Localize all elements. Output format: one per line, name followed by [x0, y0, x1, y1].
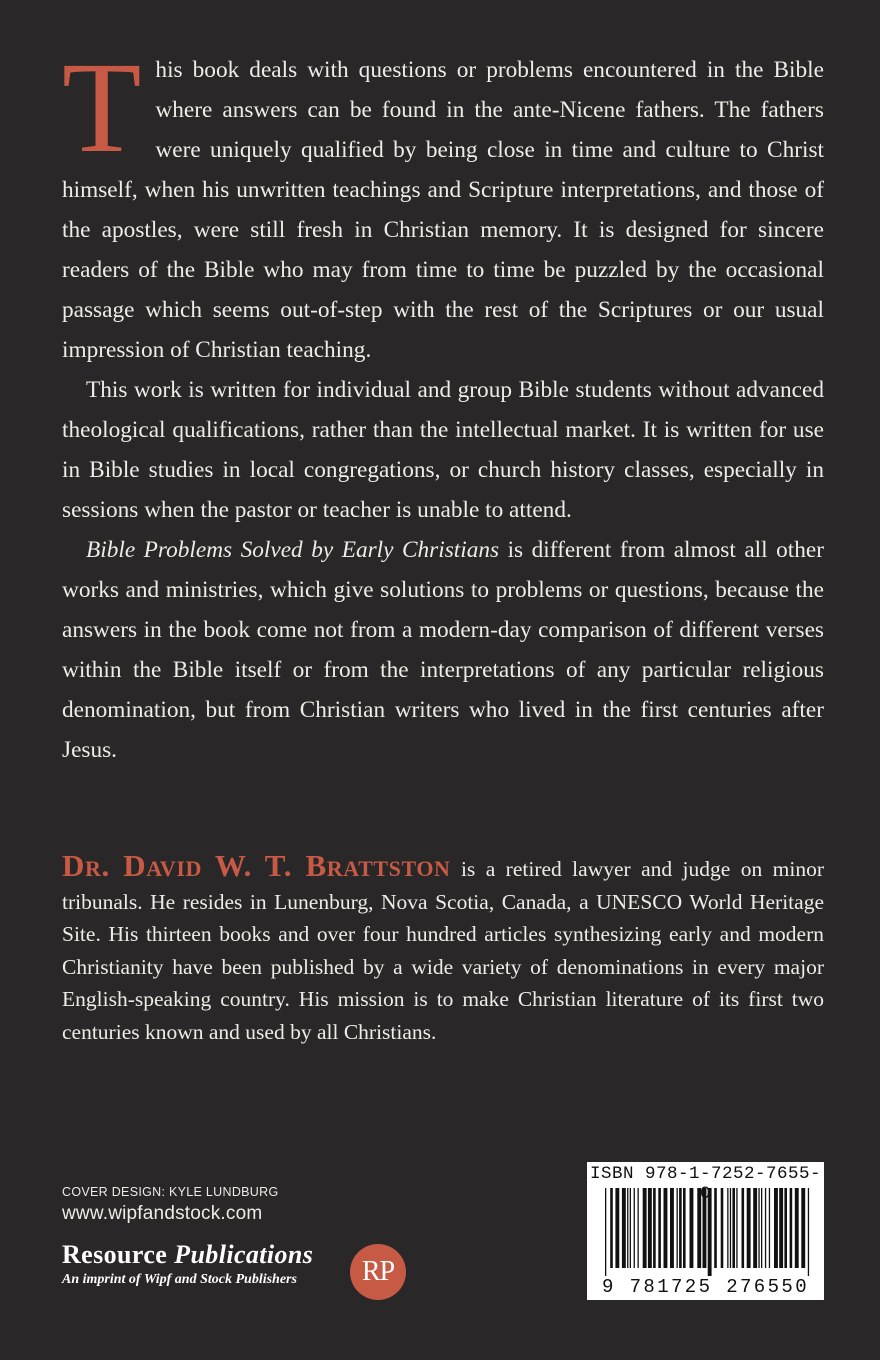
blurb-paragraph-1 [62, 36, 824, 370]
book-title: Bible Problems Solved by Early Christians [86, 537, 500, 563]
blurb-paragraph-3 [62, 530, 824, 770]
author-bio-paragraph [62, 850, 824, 1048]
imprint-name-italic: Publications [174, 1240, 314, 1269]
blurb-paragraph-3-text: is different from almost all other works and ministries, which give solutions to problems or questions, because the answers in the book come not from a modern-day comparison of different verses within the Bible itself or from the interpretations of any particular religious denomination, but from Christian writers who lived in the first centuries after Jesus. [62, 537, 824, 763]
blurb-paragraph-1-text: his book deals with questions or problems encountered in the Bible where answers can be found in the ante-Nicene fathers. The fathers were uniquely qualified by being close in time and culture to Christ himself, when his unwritten teachings and Scripture interpretations, and those of the apostles, were still fresh in Christian memory. It is designed for sincere readers of the Bible who may from time to time be puzzled by the occasional passage which seems out-of-step with the rest of the Scriptures or our usual impression of Christian teaching. [62, 57, 824, 363]
author-bio-text: is a retired lawyer and judge on minor tribunals. He resides in Lunenburg, Nova Scotia, Canada, a UNESCO World Heritage Site. His thirteen books and over four hundred articles synthesizing early and modern Christianity have been published by a wide variety of denominations in every major English-speaking country. His mission is to make Christian literature of its first two centuries known and used by all Christians. [62, 857, 824, 1044]
drop-cap: T [62, 36, 142, 180]
rp-logo-icon: RP [350, 1244, 406, 1300]
credits [62, 1185, 278, 1225]
imprint-subtitle [62, 1272, 342, 1288]
imprint-block [62, 1240, 342, 1288]
author-bio [62, 850, 824, 1048]
isbn-barcode [587, 1162, 824, 1300]
blurb-paragraph-2: This work is written for individual and group Bible students without advanced theological qualifications, rather than the intellectual market. It is written for use in Bible studies in local congregations, or church history classes, especially in sessions when the pastor or teacher is unable to attend. [62, 377, 824, 523]
barcode-bars-icon [587, 1188, 824, 1276]
imprint-name-plain: Resource [62, 1240, 175, 1269]
cover-design-credit: COVER DESIGN: KYLE LUNDBURG [62, 1185, 279, 1199]
imprint-subtitle-prefix: An imprint of [62, 1272, 144, 1287]
publisher-website: www.wipfandstock.com [62, 1203, 263, 1224]
blurb-section [62, 36, 824, 770]
isbn-label: ISBN 978-1-7252-7655- [589, 1164, 822, 1184]
imprint-publisher: Wipf and Stock Publishers [143, 1272, 297, 1287]
barcode-digits: 9 781725 276550 [601, 1276, 810, 1298]
author-name: Dr. David W. T. Brattston [62, 848, 451, 883]
imprint-name [62, 1240, 342, 1270]
